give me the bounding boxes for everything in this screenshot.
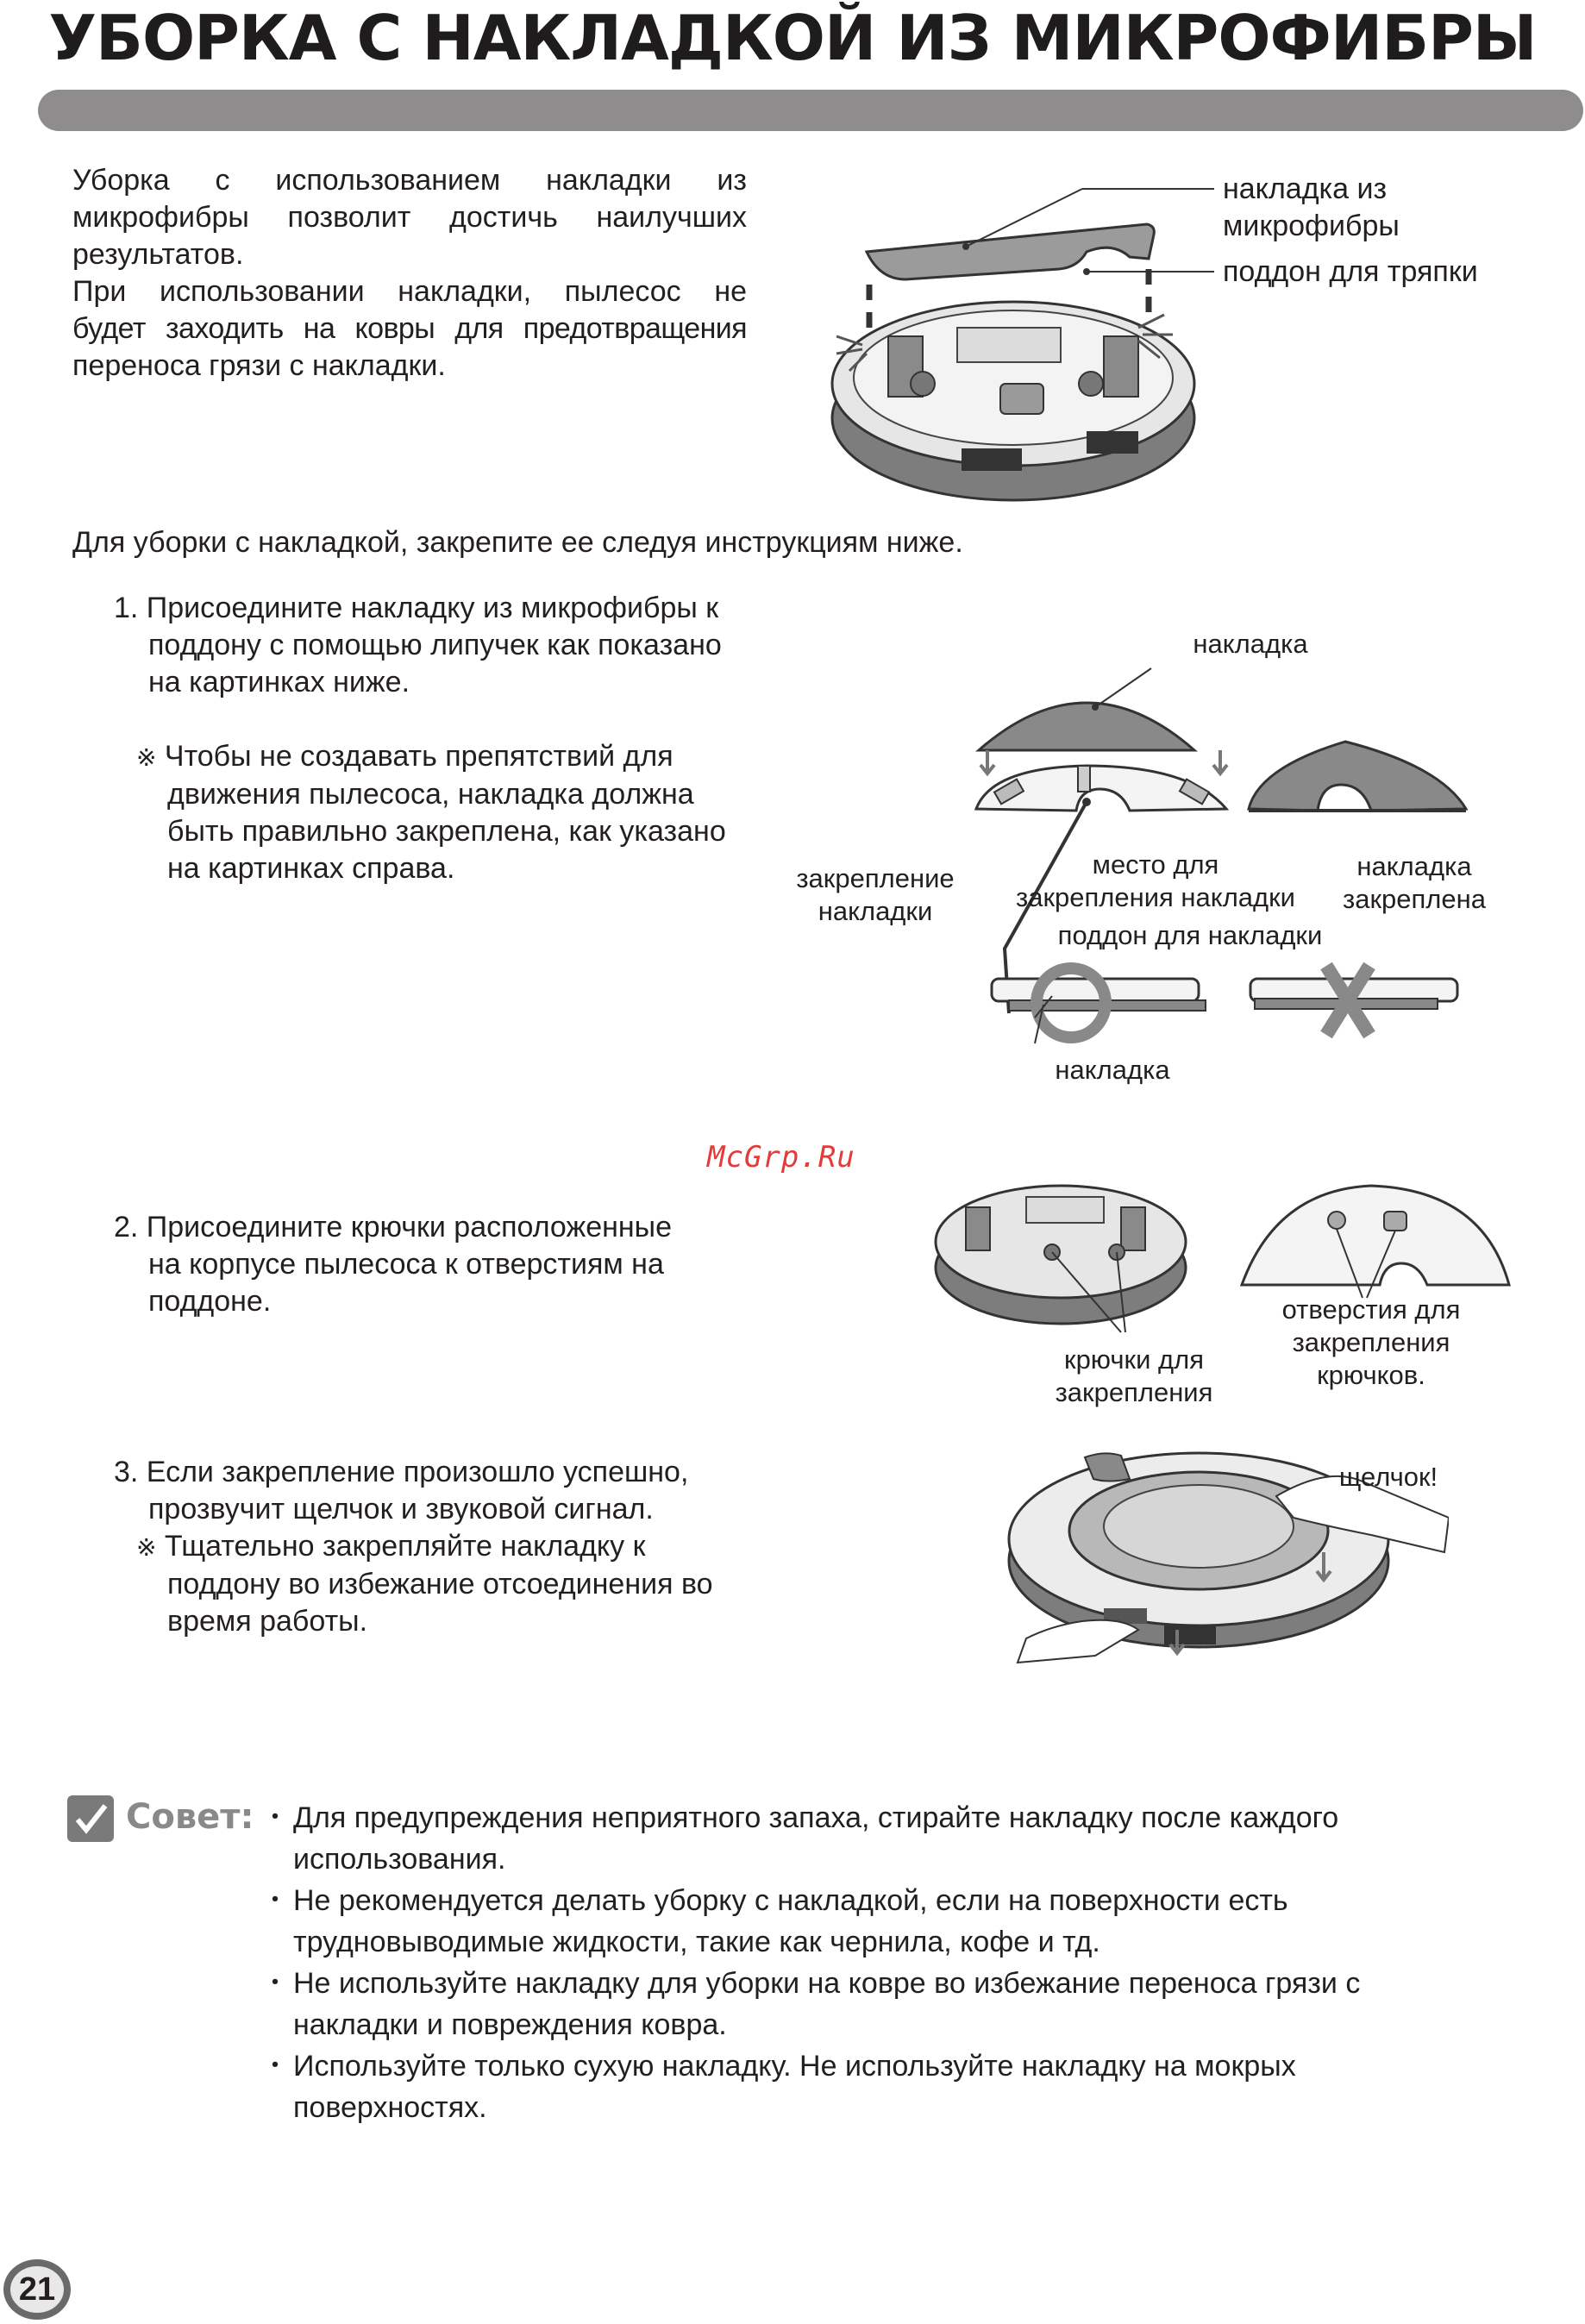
intro-line: результатов.	[72, 238, 244, 271]
label-line: отверстия для	[1281, 1294, 1461, 1325]
tip-line: использования.	[293, 1843, 506, 1876]
step-1	[114, 590, 786, 701]
label-pad-top: накладка	[1193, 629, 1308, 659]
note-line: на картинках справа.	[167, 852, 455, 885]
step-line: на картинках ниже.	[148, 666, 410, 698]
intro-line: При использовании накладки, пылесос не	[72, 275, 747, 308]
intro-line: переноса грязи с накладки.	[72, 349, 446, 382]
list-item	[260, 2045, 1571, 2128]
note-mark: ※	[136, 1534, 157, 1561]
page-number: 21	[10, 2266, 64, 2313]
tip-list	[260, 1797, 1571, 2128]
page-number-badge	[3, 2259, 71, 2320]
label-line: закрепления	[1292, 1327, 1450, 1357]
note-line: Тщательно закрепляйте накладку к	[164, 1530, 646, 1563]
note-line: Чтобы не создавать препятствий для	[164, 740, 673, 773]
list-item	[260, 1963, 1571, 2045]
list-item	[260, 1880, 1571, 1963]
label-line: закрепление	[796, 863, 955, 893]
label-pad-fixed	[1328, 850, 1500, 916]
label-pad-bottom: накладка	[1055, 1055, 1170, 1085]
robot-with-pad-illustration	[828, 172, 1225, 517]
intro-paragraph	[72, 162, 747, 385]
step-line: 1. Присоедините накладку из микрофибры к	[114, 592, 719, 624]
bullet: ・	[260, 1801, 290, 1834]
step-3	[114, 1454, 786, 1528]
tip-line: трудновыводимые жидкости, такие как чернила, кофе и тд.	[293, 1926, 1100, 1958]
page-title: УБОРКА С НАКЛАДКОЙ ИЗ МИКРОФИБРЫ	[48, 2, 1537, 74]
bullet: ・	[260, 2050, 290, 2083]
intro-line: Уборка с использованием накладки из	[72, 164, 747, 197]
tip-line: накладки и повреждения ковра.	[293, 2008, 727, 2041]
tip-line: Используйте только сухую накладку. Не используйте накладку на мокрых	[293, 2050, 1296, 2083]
note-line: поддону во избежание отсоединения во	[167, 1568, 713, 1600]
label-line: закрепления накладки	[1015, 882, 1296, 912]
step-line: поддоне.	[148, 1285, 272, 1318]
note-mark: ※	[136, 744, 157, 771]
note-line: движения пылесоса, накладка должна	[167, 778, 694, 811]
label-hooks	[1026, 1344, 1242, 1409]
tip-line: Не используйте накладку для уборки на ковре во избежание переноса грязи с	[293, 1967, 1361, 2000]
note-line: время работы.	[167, 1605, 368, 1638]
lead-sentence: Для уборки с накладкой, закрепите ее следуя инструкциям ниже.	[72, 526, 963, 559]
step-1-note	[136, 738, 800, 887]
label-microfiber-pad	[1223, 171, 1400, 245]
step-line: 2. Присоедините крючки расположенные	[114, 1211, 672, 1243]
tip-line: поверхностях.	[293, 2091, 487, 2124]
tip-line: Для предупреждения неприятного запаха, стирайте накладку после каждого	[293, 1801, 1339, 1834]
label-line: накладка	[1356, 851, 1472, 881]
intro-line: микрофибры позволит достичь наилучших	[72, 201, 747, 234]
label-pad-place	[992, 849, 1319, 914]
label-rag-tray: поддон для тряпки	[1223, 255, 1478, 288]
label-click: щелчок!	[1338, 1462, 1438, 1492]
check-icon	[67, 1795, 114, 1842]
watermark: McGrp.Ru	[707, 1140, 855, 1175]
label-holes	[1250, 1294, 1492, 1392]
intro-line: будет заходить на ковры для предотвращения	[72, 312, 747, 345]
bullet: ・	[260, 1967, 290, 2000]
step-line: поддону с помощью липучек как показано	[148, 629, 722, 661]
label-line: место для	[1092, 849, 1219, 880]
step-3-note	[136, 1528, 800, 1640]
list-item	[260, 1797, 1571, 1880]
label-pad-tray: поддон для накладки	[1057, 920, 1323, 950]
step-line: прозвучит щелчок и звуковой сигнал.	[148, 1493, 654, 1525]
label-line: накладки	[818, 896, 933, 926]
title-underline-bar	[38, 90, 1583, 131]
label-line: крючки для	[1064, 1344, 1204, 1375]
label-line: крючков.	[1317, 1360, 1425, 1390]
label-pad-fixing	[776, 862, 974, 928]
note-line: быть правильно закреплена, как указано	[167, 815, 726, 848]
tip-line: Не рекомендуется делать уборку с накладкой, если на поверхности есть	[293, 1884, 1288, 1917]
label-line: закреплена	[1343, 884, 1486, 914]
step-line: 3. Если закрепление произошло успешно,	[114, 1456, 689, 1488]
label-line: накладка из	[1223, 172, 1388, 205]
label-line: закрепления	[1055, 1377, 1213, 1407]
label-line: микрофибры	[1223, 210, 1400, 242]
step-line: на корпусе пылесоса к отверстиям на	[148, 1248, 664, 1281]
step-2	[114, 1209, 786, 1320]
bullet: ・	[260, 1884, 290, 1917]
tip-label: Совет:	[126, 1797, 254, 1837]
